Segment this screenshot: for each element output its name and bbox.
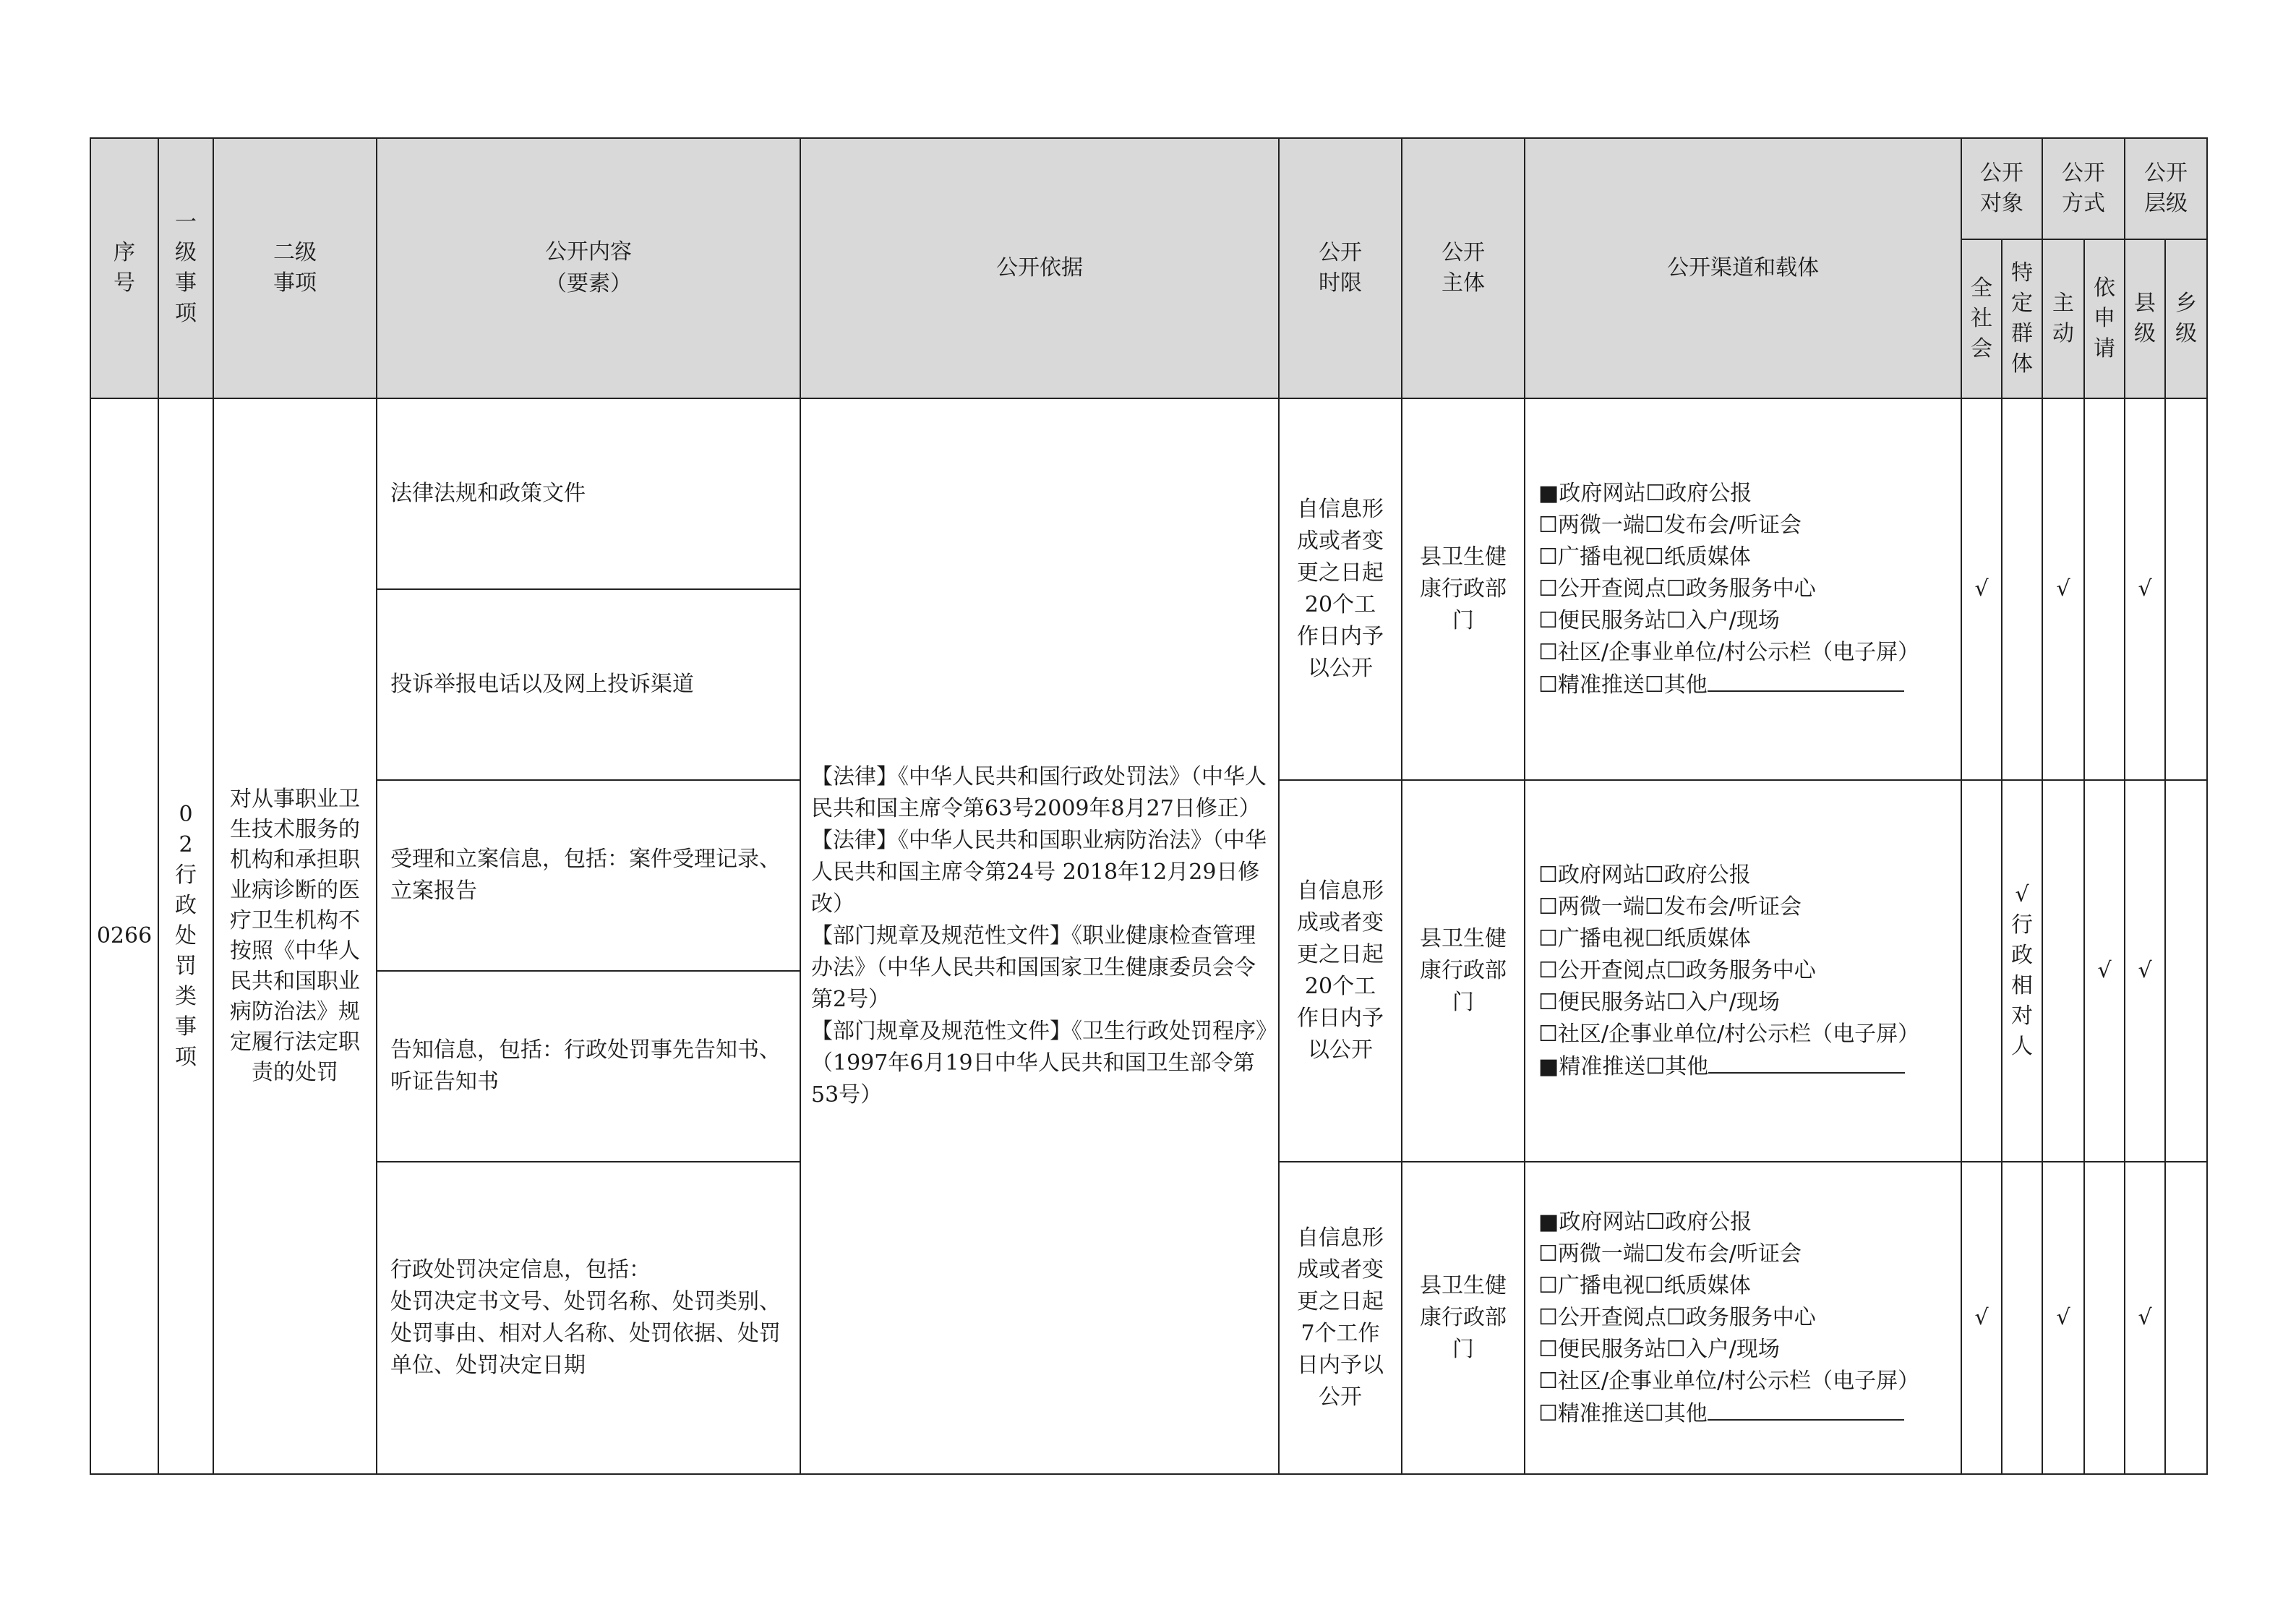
header-on-request: 依申请 xyxy=(2084,239,2125,398)
mark-township xyxy=(2165,1162,2207,1474)
header-level2: 二级事项 xyxy=(213,138,377,398)
mark-county: √ xyxy=(2125,1162,2165,1474)
time-limit: 自信息形成或者变更之日起20个工作日内予以公开 xyxy=(1279,780,1402,1162)
channel-line-last: ☐精准推送☐其他 xyxy=(1538,669,1961,701)
row-level1: 02行政处罚类事项 xyxy=(158,398,213,1474)
mark-all-society xyxy=(1961,780,2002,1162)
channel-list xyxy=(1525,780,1961,1162)
mark-proactive: √ xyxy=(2042,1162,2084,1474)
header-channel: 公开渠道和载体 xyxy=(1525,138,1961,398)
basis-item: 【部门规章及规范性文件】《卫生行政处罚程序》（1997年6月19日中华人民共和国卫生部令第53号） xyxy=(811,1019,1267,1108)
header-subject: 公开主体 xyxy=(1402,138,1525,398)
mark-county: √ xyxy=(2125,398,2165,780)
header-basis: 公开依据 xyxy=(800,138,1279,398)
mark-all-society: √ xyxy=(1961,1162,2002,1474)
mark-all-society: √ xyxy=(1961,398,2002,780)
content-item: 行政处罚决定信息，包括： 处罚决定书文号、处罚名称、处罚类别、处罚事由、相对人名称、处罚依据、处罚单位、处罚决定日期 xyxy=(377,1162,800,1474)
header-method: 公开方式 xyxy=(2042,138,2125,239)
channel-line: ☐社区/企事业单位/村公示栏（电子屏） xyxy=(1538,639,1920,665)
time-limit: 自信息形成或者变更之日起20个工作日内予以公开 xyxy=(1279,398,1402,780)
header-content-line2: （要素） xyxy=(545,271,632,296)
channel-line: ☐两微一端☐发布会/听证会 xyxy=(1538,512,1802,538)
mark-county: √ xyxy=(2125,780,2165,1162)
channel-line-last: ■精准推送☐其他 xyxy=(1538,1050,1961,1083)
channel-line: ☐社区/企事业单位/村公示栏（电子屏） xyxy=(1538,1368,1920,1394)
channel-line: ■政府网站☐政府公报 xyxy=(1538,480,1752,506)
header-level1: 一级事项 xyxy=(158,138,213,398)
time-limit: 自信息形成或者变更之日起7个工作日内予以公开 xyxy=(1279,1162,1402,1474)
content-item: 投诉举报电话以及网上投诉渠道 xyxy=(377,589,800,780)
channel-line: ☐便民服务站☐入户/现场 xyxy=(1538,989,1780,1015)
channel-line: ☐公开查阅点☐政务服务中心 xyxy=(1538,575,1816,601)
header-content xyxy=(377,138,800,398)
subject: 县卫生健康行政部门 xyxy=(1402,398,1525,780)
content-item: 告知信息，包括：行政处罚事先告知书、听证告知书 xyxy=(377,971,800,1162)
header-specific-group: 特定群体 xyxy=(2002,239,2042,398)
channel-line: ☐公开查阅点☐政务服务中心 xyxy=(1538,1304,1816,1330)
blank-underline xyxy=(1708,669,1904,692)
row-seq: 0266 xyxy=(90,398,158,1474)
mark-proactive xyxy=(2042,780,2084,1162)
basis-item: 【法律】《中华人民共和国职业病防治法》（中华人民共和国主席令第24号 2018年12月29日修改） xyxy=(811,828,1267,917)
mark-on-request: √ xyxy=(2084,780,2125,1162)
disclosure-table xyxy=(90,137,2208,1475)
header-county: 县级 xyxy=(2125,239,2165,398)
header-seq: 序号 xyxy=(90,138,158,398)
header-time-limit: 公开时限 xyxy=(1279,138,1402,398)
channel-line: ☐两微一端☐发布会/听证会 xyxy=(1538,1241,1802,1267)
channel-line: ☐两微一端☐发布会/听证会 xyxy=(1538,894,1802,920)
header-content-line1: 公开内容 xyxy=(545,239,632,265)
mark-specific-group: √行政相对人 xyxy=(2002,780,2042,1162)
header-tier: 公开层级 xyxy=(2125,138,2207,239)
channel-line: ☐便民服务站☐入户/现场 xyxy=(1538,1336,1780,1362)
basis-item: 【法律】《中华人民共和国行政处罚法》（中华人民共和国主席令第63号2009年8月27日修正） xyxy=(811,764,1267,821)
content-item: 受理和立案信息，包括：案件受理记录、立案报告 xyxy=(377,780,800,971)
channel-line: ☐政府网站☐政府公报 xyxy=(1538,862,1751,888)
blank-underline xyxy=(1708,1397,1904,1421)
subject: 县卫生健康行政部门 xyxy=(1402,1162,1525,1474)
header-proactive: 主动 xyxy=(2042,239,2084,398)
channel-line: ☐便民服务站☐入户/现场 xyxy=(1538,607,1780,633)
row-level2: 对从事职业卫生技术服务的机构和承担职业病诊断的医疗卫生机构不按照《中华人民共和国职业病防治法》规定履行法定职责的处罚 xyxy=(213,398,377,1474)
channel-line: ☐社区/企事业单位/村公示栏（电子屏） xyxy=(1538,1021,1920,1047)
channel-line: ☐广播电视☐纸质媒体 xyxy=(1538,544,1751,570)
header-target: 公开对象 xyxy=(1961,138,2042,239)
mark-on-request xyxy=(2084,1162,2125,1474)
channel-list xyxy=(1525,1162,1961,1474)
subject: 县卫生健康行政部门 xyxy=(1402,780,1525,1162)
channel-line: ■政府网站☐政府公报 xyxy=(1538,1209,1752,1235)
channel-list xyxy=(1525,398,1961,780)
mark-proactive: √ xyxy=(2042,398,2084,780)
content-item: 法律法规和政策文件 xyxy=(377,398,800,589)
channel-line: ☐广播电视☐纸质媒体 xyxy=(1538,925,1751,951)
header-all-society: 全社会 xyxy=(1961,239,2002,398)
mark-township xyxy=(2165,780,2207,1162)
channel-line: ☐公开查阅点☐政务服务中心 xyxy=(1538,957,1816,983)
mark-specific-group xyxy=(2002,1162,2042,1474)
row-basis xyxy=(800,398,1279,1474)
mark-on-request xyxy=(2084,398,2125,780)
channel-line-last: ☐精准推送☐其他 xyxy=(1538,1397,1961,1430)
channel-line: ☐广播电视☐纸质媒体 xyxy=(1538,1272,1751,1298)
mark-township xyxy=(2165,398,2207,780)
basis-item: 【部门规章及规范性文件】《职业健康检查管理办法》（中华人民共和国国家卫生健康委员会令第2号） xyxy=(811,923,1256,1012)
mark-specific-group xyxy=(2002,398,2042,780)
blank-underline xyxy=(1708,1050,1905,1074)
header-township: 乡级 xyxy=(2165,239,2207,398)
